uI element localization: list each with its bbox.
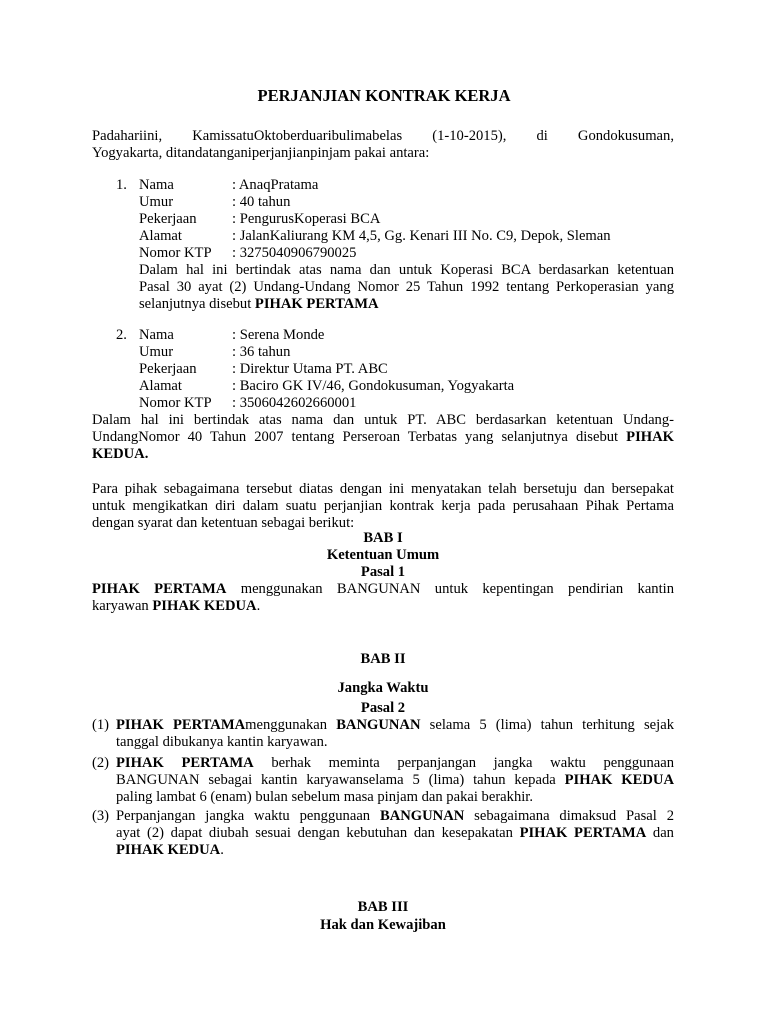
party-row-job: Pekerjaan : Direktur Utama PT. ABC — [139, 361, 388, 377]
party-row-job: Pekerjaan : PengurusKoperasi BCA — [139, 211, 381, 227]
bab-1-heading: BAB I — [363, 530, 403, 546]
pasal-1-paragraph: PIHAK PERTAMA menggunakan BANGUNAN untuk kepentingan pendirian kantin karyawan PIHAK KEDUA. — [92, 581, 674, 614]
agreement-paragraph: Para pihak sebagaimana tersebut diatas dengan ini menyatakan telah bersetuju dan bersepakat untuk mengikatkan diri dalam suatu perjanjian kontrak kerja pada perusahaan Pihak Pertama dengan syarat dan ketentuan sebagai berikut: — [92, 481, 674, 531]
party-row-name: Nama : AnaqPratama — [139, 177, 319, 193]
party-desc-line-3: KEDUA. — [92, 446, 149, 462]
bab-2-subheading: Jangka Waktu — [337, 680, 429, 696]
party-desc-line-2: Pasal 30 ayat (2) Undang-Undang Nomor 25 Tahun 1992 tentang Perkoperasian yang — [139, 279, 674, 295]
party-second-description — [92, 412, 674, 463]
party-number: 1. — [116, 177, 127, 193]
intro-line-2: Yogyakarta, ditandatanganiperjanjianpinjam pakai antara: — [92, 145, 430, 161]
party-desc-line-3: selanjutnya disebut PIHAK PERTAMA — [139, 296, 379, 312]
bab-2-heading: BAB II — [360, 651, 406, 667]
pasal-1-heading: Pasal 1 — [360, 564, 406, 580]
intro-line-1: Padahariini, KamissatuOktoberduaribulimabelas (1-10-2015), di Gondokusuman, — [92, 128, 674, 144]
party-row-ktp: Nomor KTP : 3506042602660001 — [139, 395, 357, 411]
party-row-address: Alamat : JalanKaliurang KM 4,5, Gg. Kenari III No. C9, Depok, Sleman — [139, 228, 611, 244]
intro-paragraph — [92, 128, 674, 162]
party-desc-line-1: Dalam hal ini bertindak atas nama dan untuk Koperasi BCA berdasarkan ketentuan — [139, 262, 674, 278]
party-row-name: Nama : Serena Monde — [139, 327, 325, 343]
party-desc-line-2: UndangNomor 40 Tahun 2007 tentang Perseroan Terbatas yang selanjutnya disebut PIHAK — [92, 429, 674, 445]
party-row-age: Umur : 36 tahun — [139, 344, 291, 360]
bab-3-heading: BAB III — [357, 899, 409, 915]
party-row-ktp: Nomor KTP : 3275040906790025 — [139, 245, 357, 261]
party-number: 2. — [116, 327, 127, 343]
bab-1-subheading: Ketentuan Umum — [326, 547, 440, 563]
party-row-address: Alamat : Baciro GK IV/46, Gondokusuman, Yogyakarta — [139, 378, 515, 394]
party-row-age: Umur : 40 tahun — [139, 194, 291, 210]
document-page: PERJANJIAN KONTRAK KERJA Padahariini, KamissatuOktoberduaribulimabelas (1-10-2015), di Gondokusuman, Yogyakarta, ditandatanganiperjanjianpinjam pakai antara: 1. Nama : AnaqPratama Umur : 40 tahun Pekerjaan : PengurusKoperasi BCA Alamat : JalanKaliurang KM 4,5, Gg. Kenari III No. C9, Depok, Sleman Nomor KTP : 3275040906790025 Dalam hal ini bertindak atas nama dan untuk Koperasi BCA berdasarkan ketentuan Pasal 30 ayat (2) Undang-Undang Nomor 25 Tahun 1992 tentang Perkoperasian yang selanjutnya disebut PIHAK PERTAMA 2. Nama : Serena Monde Umur : 36 tahun Pekerjaan : Direktur Utama PT. ABC Alamat : Baciro GK IV/46, Gondokusuman, Yogyakarta Nomor KTP : 3506042602660001 Dalam hal ini bertindak atas nama dan untuk PT. ABC berdasarkan ketentuan Undang- UndangNomor 40 Tahun 2007 tentang Perseroan Terbatas yang selanjutnya disebut PIHAK KEDUA. Para pihak sebagaimana tersebut diatas dengan ini menyatakan telah bersetuju dan bersepakat untuk mengikatkan diri dalam suatu perjanjian kontrak kerja pada perusahaan Pihak Pertama dengan syarat dan ketentuan sebagai berikut: BAB I Ketentuan Umum Pasal 1 PIHAK PERTAMA menggunakan BANGUNAN untuk kepentingan pendirian kantin karyawan PIHAK KEDUA. BAB II Jangka Waktu Pasal 2 (1) PIHAK PERTAMAmenggunakan BANGUNAN selama 5 (lima) tahun terhitung sejak tanggal dibukanya kantin karyawan. (2) PIHAK PERTAMA berhak meminta perpanjangan jangka waktu penggunaan BANGUNAN sebagai kantin karyawanselama 5 (lima) tahun kepada PIHAK KEDUA paling lambat 6 (enam) bulan sebelum masa pinjam dan pakai berakhir. (3) Perpanjangan jangka waktu penggunaan BANGUNAN sebagaimana dimaksud Pasal 2 ayat (2) dapat diubah sesuai dengan kebutuhan dan kesepakatan PIHAK PERTAMA dan PIHAK KEDUA. BAB III Hak dan Kewajiban — [0, 0, 768, 1024]
pasal-2-heading: Pasal 2 — [360, 700, 406, 716]
party-desc-line-1: Dalam hal ini bertindak atas nama dan untuk PT. ABC berdasarkan ketentuan Undang- — [92, 412, 674, 428]
bab-3-subheading: Hak dan Kewajiban — [320, 917, 446, 933]
document-title: PERJANJIAN KONTRAK KERJA — [257, 86, 511, 105]
